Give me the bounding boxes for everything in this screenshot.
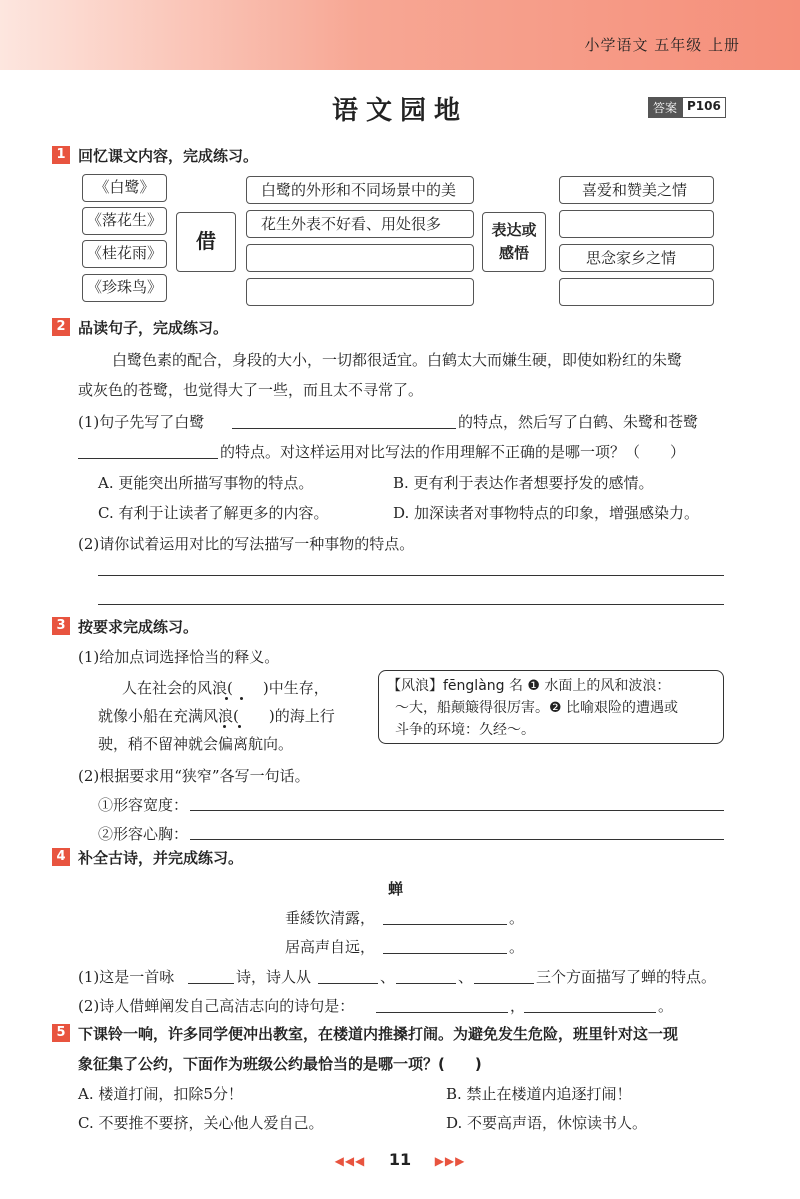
dict-line-3: 斗争的环境：久经～。 — [395, 722, 535, 738]
q5-option-d[interactable]: D. 不要高声语，休惊读书人。 — [446, 1114, 648, 1132]
q3-prompt: 按要求完成练习。 — [78, 618, 199, 636]
answer-label: 答案 — [648, 97, 682, 118]
q5-option-b[interactable]: B. 禁止在楼道内追逐打闹！ — [446, 1085, 632, 1103]
emphasis-dot — [223, 725, 226, 728]
header-band — [0, 0, 800, 70]
left-arrows-icon: ◀◀◀ — [334, 1154, 366, 1168]
answer-page: P106 — [682, 97, 726, 118]
q2-blank-1[interactable] — [232, 428, 456, 429]
q2-option-a[interactable]: A. 更能突出所描写事物的特点。 — [98, 474, 314, 492]
q4-blank-aspect-1[interactable] — [318, 983, 378, 984]
q5-number: 5 — [52, 1024, 70, 1042]
q4-blank-verse-2[interactable] — [524, 1012, 656, 1013]
q1-right-4[interactable] — [559, 278, 714, 306]
q4-blank-verse-1[interactable] — [376, 1012, 508, 1013]
q3-s2: (2)根据要求用“狭窄”各写一句话。 — [78, 767, 310, 785]
q2-s1-b: 的特点，然后写了白鹤、朱鹭和苍鹭 — [458, 413, 699, 431]
header-subject: 小学语文 五年级 上册 — [584, 36, 740, 54]
q4-s1-a: (1)这是一首咏 — [78, 968, 175, 986]
q2-s1-c: 的特点。对这样运用对比写法的作用理解不正确的是哪一项？（ ） — [220, 443, 686, 461]
right-arrows-icon: ▶▶▶ — [434, 1154, 466, 1168]
q4-number: 4 — [52, 848, 70, 866]
q4-blank-aspect-2[interactable] — [396, 983, 456, 984]
q4-sep-2: 、 — [458, 968, 474, 986]
q3-para-1: 人在社会的风浪( )中生存， — [122, 679, 329, 697]
q2-passage-1: 白鹭色素的配合，身段的大小，一切都很适宜。白鹤太大而嫌生硬，即使如粉红的朱鹭 — [112, 351, 683, 369]
q2-option-d[interactable]: D. 加深读者对事物特点的印象，增强感染力。 — [393, 504, 700, 522]
q1-middle-1: 白鹭的外形和不同场景中的美 — [246, 176, 474, 204]
q2-option-c[interactable]: C. 有利于让读者了解更多的内容。 — [98, 504, 329, 522]
poem-period-1: 。 — [509, 909, 525, 927]
q3-s1: (1)给加点词选择恰当的释义。 — [78, 648, 280, 666]
q2-passage-2: 或灰色的苍鹭，也觉得大了一些，而且太不寻常了。 — [78, 381, 424, 399]
q1-prompt: 回忆课文内容，完成练习。 — [78, 147, 259, 165]
q1-text-1: 《白鹭》 — [82, 174, 167, 202]
q2-s2: (2)请你试着运用对比的写法描写一种事物的特点。 — [78, 535, 415, 553]
q2-answer-line-2[interactable] — [98, 604, 724, 605]
q3-number: 3 — [52, 617, 70, 635]
q5-option-a[interactable]: A. 楼道打闹，扣除5分！ — [78, 1085, 243, 1103]
q1-number: 1 — [52, 146, 70, 164]
q4-s2-a: (2)诗人借蝉阐发自己高洁志向的诗句是： — [78, 997, 355, 1015]
q1-text-3: 《桂花雨》 — [82, 240, 167, 268]
q1-text-2: 《落花生》 — [82, 207, 167, 235]
page-footer — [0, 1150, 800, 1169]
dict-line-2: ～大，船颠簸得很厉害。❷ 比喻艰险的遭遇或 — [395, 700, 678, 716]
q4-blank-type[interactable] — [188, 983, 234, 984]
q2-number: 2 — [52, 318, 70, 336]
q2-option-b[interactable]: B. 更有利于表达作者想要抒发的感情。 — [393, 474, 654, 492]
q1-middle-4[interactable] — [246, 278, 474, 306]
q5-option-c[interactable]: C. 不要推不要挤，关心他人爱自己。 — [78, 1114, 324, 1132]
poem-line-2: 居高声自远， — [285, 938, 376, 956]
dictionary-box — [378, 670, 724, 744]
answer-tag — [648, 97, 726, 118]
q1-text-4: 《珍珠鸟》 — [82, 274, 167, 302]
q3-item-2: ②形容心胸： — [98, 825, 189, 843]
page-title: 语文园地 — [331, 96, 468, 126]
q2-prompt: 品读句子，完成练习。 — [78, 319, 229, 337]
q1-right-3: 思念家乡之情 — [559, 244, 714, 272]
q1-jie: 借 — [176, 212, 236, 272]
q3-para-2: 就像小船在充满风浪( )的海上行 — [98, 707, 335, 725]
q3-para-3: 驶，稍不留神就会偏离航向。 — [98, 735, 294, 753]
q5-prompt-1: 下课铃一响，许多同学便冲出教室，在楼道内推搡打闹。为避免发生危险，班里针对这一现 — [78, 1025, 679, 1043]
q4-s1-b: 诗，诗人从 — [236, 968, 312, 986]
q4-s2-comma: ， — [510, 997, 526, 1015]
q1-right-2[interactable] — [559, 210, 714, 238]
q1-express: 表达或感悟 — [482, 212, 546, 272]
emphasis-dot — [225, 697, 228, 700]
q1-right-1: 喜爱和赞美之情 — [559, 176, 714, 204]
q4-s1-c: 三个方面描写了蝉的特点。 — [536, 968, 717, 986]
poem-title: 蝉 — [388, 880, 404, 898]
q2-blank-2[interactable] — [78, 458, 218, 459]
q4-prompt: 补全古诗，并完成练习。 — [78, 849, 244, 867]
q2-s1-a: (1)句子先写了白鹭 — [78, 413, 205, 431]
q5-prompt-2: 象征集了公约，下面作为班级公约最恰当的是哪一项？( ) — [78, 1055, 482, 1073]
poem-blank-2[interactable] — [383, 953, 507, 954]
q1-middle-2: 花生外表不好看、用处很多 — [246, 210, 474, 238]
emphasis-dot — [240, 697, 243, 700]
q3-blank-1[interactable] — [190, 810, 724, 811]
poem-line-1: 垂緌饮清露， — [285, 909, 376, 927]
page-number: 11 — [388, 1150, 412, 1169]
poem-period-2: 。 — [509, 938, 525, 956]
q4-s2-period: 。 — [658, 997, 674, 1015]
q4-sep-1: 、 — [380, 968, 396, 986]
q2-answer-line-1[interactable] — [98, 575, 724, 576]
q3-item-1: ①形容宽度： — [98, 796, 189, 814]
poem-blank-1[interactable] — [383, 924, 507, 925]
q3-blank-2[interactable] — [190, 839, 724, 840]
q1-middle-3[interactable] — [246, 244, 474, 272]
q4-blank-aspect-3[interactable] — [474, 983, 534, 984]
dict-line-1: 【风浪】fēnglàng 名 ❶ 水面上的风和波浪： — [387, 678, 671, 694]
emphasis-dot — [238, 725, 241, 728]
